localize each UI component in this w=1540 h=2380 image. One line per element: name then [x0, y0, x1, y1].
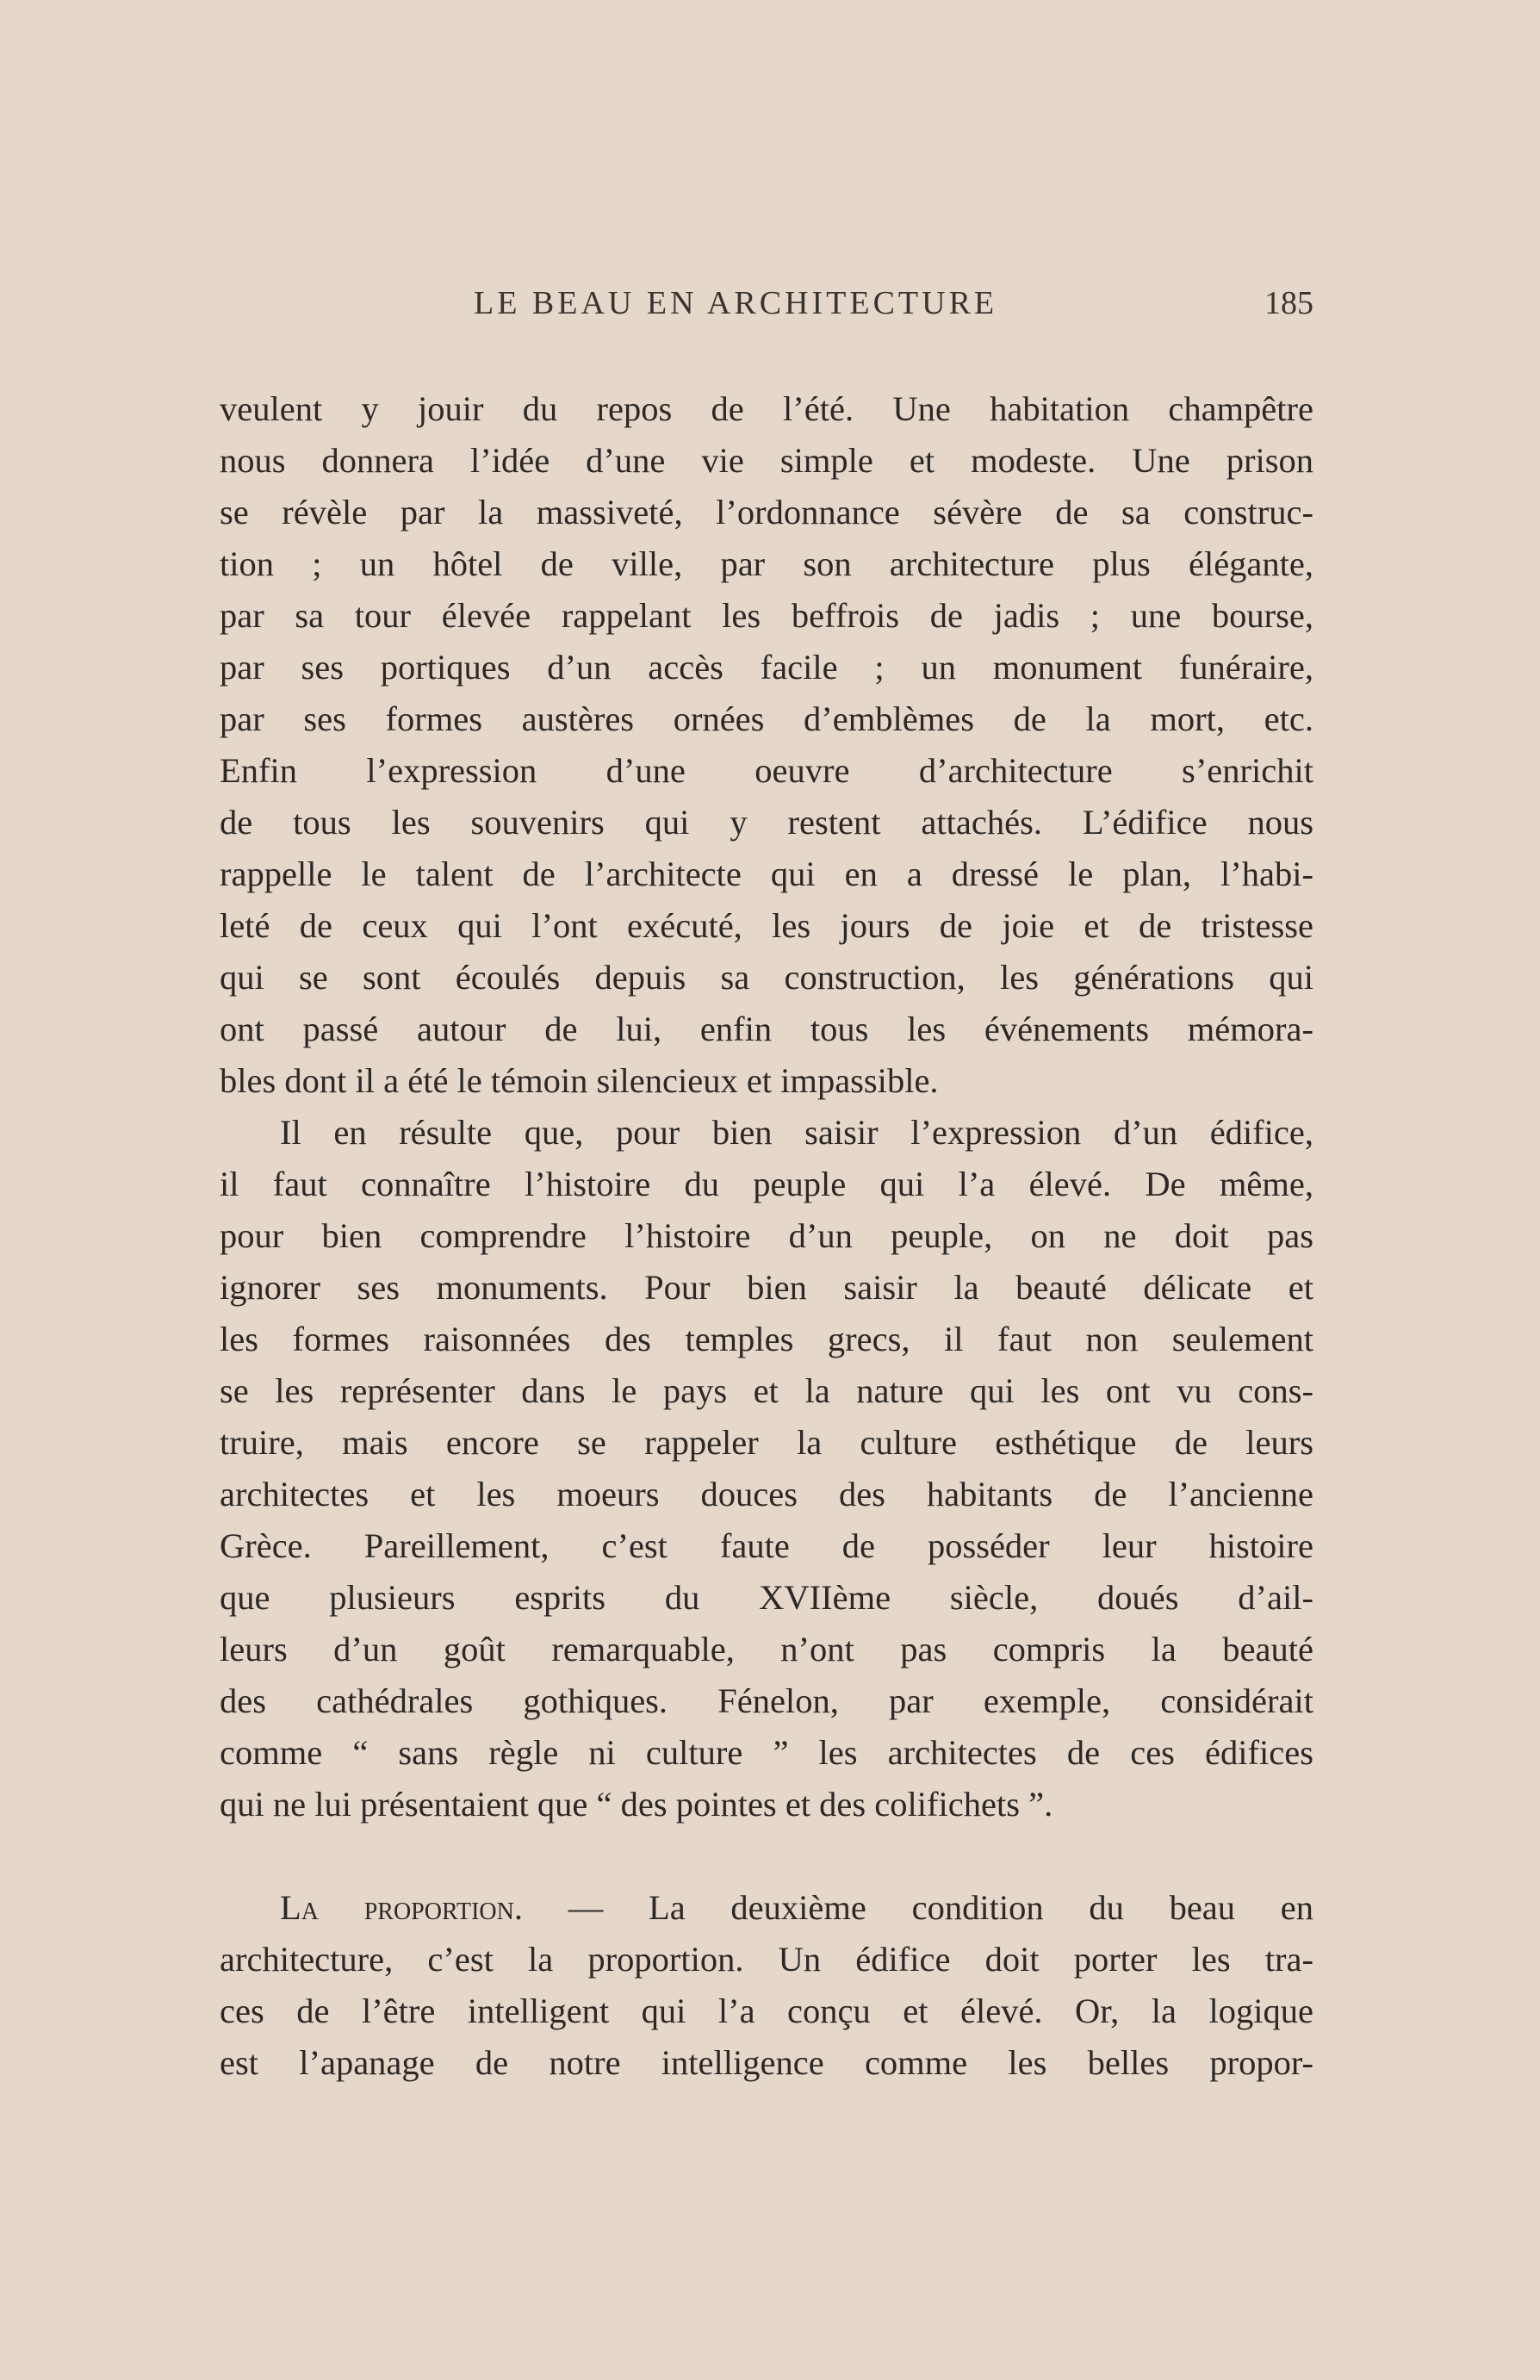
- running-title: LE BEAU EN ARCHITECTURE: [474, 285, 998, 321]
- text-line: qui se sont écoulés depuis sa construction, les générations qui: [220, 958, 1313, 997]
- page-header: [220, 284, 1313, 327]
- text-line: se les représenter dans le pays et la nature qui les ont vu cons-: [220, 1371, 1313, 1410]
- text-line: les formes raisonnées des temples grecs, il faut non seulement: [220, 1320, 1313, 1358]
- text-line: il faut connaître l’histoire du peuple qui l’a élevé. De même,: [220, 1165, 1313, 1203]
- text-line: pour bien comprendre l’histoire d’un peuple, on ne doit pas: [220, 1216, 1313, 1255]
- section-gap: [220, 1830, 1313, 1882]
- text-line: ces de l’être intelligent qui l’a conçu et élevé. Or, la logique: [220, 1992, 1313, 2030]
- text-line: comme “ sans règle ni culture ” les architectes de ces édifices: [220, 1733, 1313, 1772]
- text-line: leté de ceux qui l’ont exécuté, les jours de joie et de tristesse: [220, 906, 1313, 945]
- text-line: architecture, c’est la proportion. Un édifice doit porter les tra-: [220, 1940, 1313, 1979]
- text-line: par ses formes austères ornées d’emblèmes de la mort, etc.: [220, 699, 1313, 738]
- paragraph-1: [220, 383, 1313, 1107]
- text-line: veulent y jouir du repos de l’été. Une habitation champêtre: [220, 389, 1313, 428]
- text-line: ignorer ses monuments. Pour bien saisir la beauté délicate et: [220, 1268, 1313, 1307]
- section-heading-line: [220, 1882, 1313, 1934]
- text-line: tion ; un hôtel de ville, par son architecture plus élégante,: [220, 544, 1313, 583]
- page-number: 185: [1264, 285, 1313, 321]
- paragraph-2: [220, 1107, 1313, 1830]
- text-line: que plusieurs esprits du XVIIème siècle, doués d’ail-: [220, 1578, 1313, 1617]
- text-line: est l’apanage de notre intelligence comme les belles propor-: [220, 2043, 1313, 2082]
- body-text: [220, 383, 1313, 2089]
- text-line: Grèce. Pareillement, c’est faute de posséder leur histoire: [220, 1526, 1313, 1565]
- text-line: se révèle par la massiveté, l’ordonnance sévère de sa construc-: [220, 493, 1313, 531]
- text-line: Enfin l’expression d’une oeuvre d’architecture s’enrichit: [220, 751, 1313, 790]
- text-line: qui ne lui présentaient que “ des pointes et des colifichets ”.: [220, 1785, 1053, 1824]
- text-line: truire, mais encore se rappeler la culture esthétique de leurs: [220, 1423, 1313, 1462]
- section-heading-rest: — La deuxième condition du beau en: [522, 1888, 1313, 1927]
- text-line: Il en résulte que, pour bien saisir l’expression d’un édifice,: [280, 1113, 1313, 1152]
- text-line: par ses portiques d’un accès facile ; un monument funéraire,: [220, 648, 1313, 687]
- text-line: des cathédrales gothiques. Fénelon, par exemple, considérait: [220, 1681, 1313, 1720]
- text-line: ont passé autour de lui, enfin tous les événements mémora-: [220, 1010, 1313, 1048]
- text-line: rappelle le talent de l’architecte qui en a dressé le plan, l’habi-: [220, 854, 1313, 893]
- text-line: architectes et les moeurs douces des habitants de l’ancienne: [220, 1475, 1313, 1513]
- text-line: bles dont il a été le témoin silencieux et impassible.: [220, 1061, 939, 1100]
- paragraph-3: [220, 1882, 1313, 2089]
- text-line: par sa tour élevée rappelant les beffrois de jadis ; une bourse,: [220, 596, 1313, 635]
- text-line: de tous les souvenirs qui y restent attachés. L’édifice nous: [220, 803, 1313, 842]
- text-line: leurs d’un goût remarquable, n’ont pas compris la beauté: [220, 1630, 1313, 1668]
- section-heading: La proportion.: [280, 1888, 523, 1927]
- text-line: nous donnera l’idée d’une vie simple et modeste. Une prison: [220, 441, 1313, 480]
